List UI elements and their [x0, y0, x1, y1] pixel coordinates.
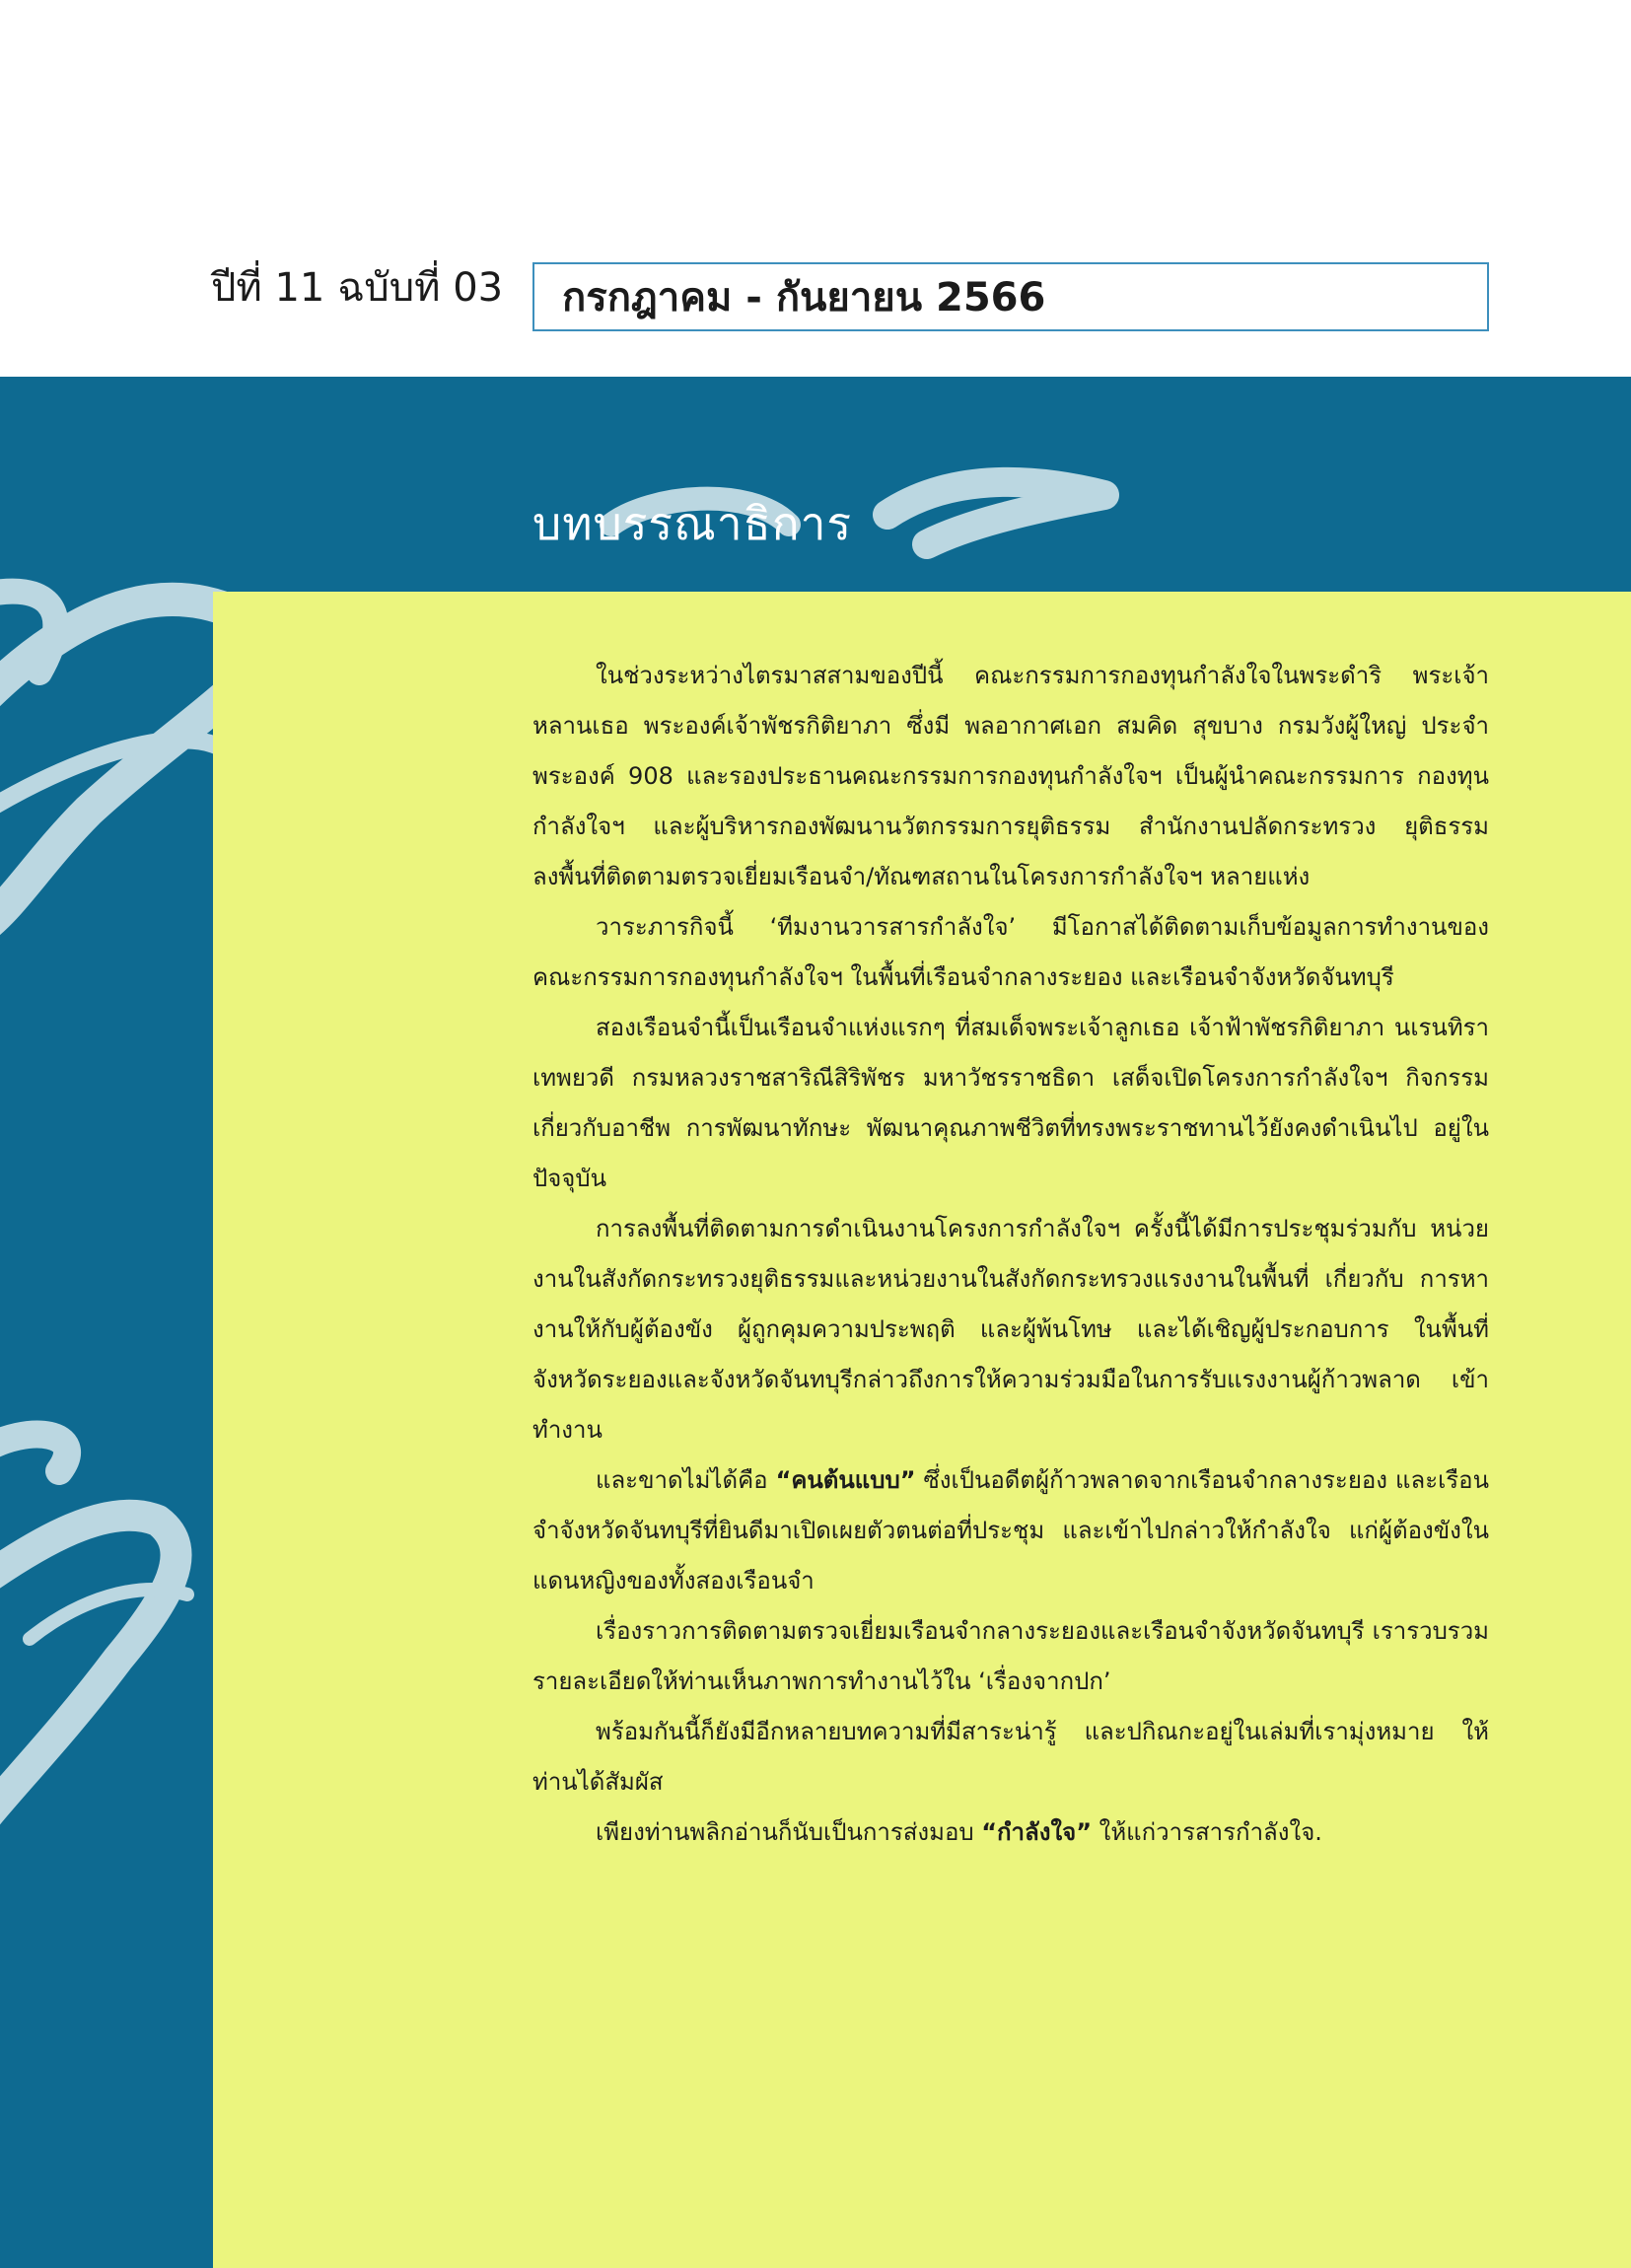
- section-title: บทบรรณาธิการ: [532, 497, 853, 550]
- paragraph-text: และขาดไม่ได้คือ: [596, 1466, 776, 1494]
- emphasis-text: “คนต้นแบบ”: [775, 1466, 916, 1494]
- date-range: กรกฎาคม - กันยายน 2566: [562, 275, 1046, 320]
- paragraph-text: ซึ่งเป็นอดีตผู้ก้าวพลาดจากเรือนจำกลางระยอง และเรือนจำจังหวัดจันทบุรีที่ยินดีมาเปิดเผยตัวตนต่อที่ประชุม และเข้าไปกล่าวให้กำลังใจ แก่ผู้ต้องขังในแดนหญิงของทั้งสองเรือนจำ: [532, 1466, 1489, 1595]
- paragraph: [532, 1807, 1489, 1858]
- paragraph: พร้อมกันนี้ก็ยังมีอีกหลายบทความที่มีสาระน่ารู้ และปกิณกะอยู่ในเล่มที่เรามุ่งหมาย ให้ท่านได้สัมผัส: [532, 1718, 1489, 1796]
- editorial-body: [532, 651, 1489, 1858]
- paragraph-text: ให้แก่วารสารกำลังใจ.: [1092, 1818, 1322, 1846]
- paragraph: สองเรือนจำนี้เป็นเรือนจำแห่งแรกๆ ที่สมเด็จพระเจ้าลูกเธอ เจ้าฟ้าพัชรกิติยาภา นเรนทิราเทพยวดี กรมหลวงราชสาริณีสิริพัชร มหาวัชรราชธิดา เสด็จเปิดโครงการกำลังใจฯ กิจกรรมเกี่ยวกับอาชีพ การพัฒนาทักษะ พัฒนาคุณภาพชีวิตที่ทรงพระราชทานไว้ยังคงดำเนินไป อยู่ในปัจจุบัน: [532, 1014, 1489, 1192]
- paragraph: เรื่องราวการติดตามตรวจเยี่ยมเรือนจำกลางระยองและเรือนจำจังหวัดจันทบุรี เรารวบรวม รายละเอียดให้ท่านเห็นภาพการทำงานไว้ใน ‘เรื่องจากปก’: [532, 1617, 1489, 1695]
- paragraph-text: เพียงท่านพลิกอ่านก็นับเป็นการส่งมอบ: [596, 1818, 982, 1846]
- paragraph: วาระภารกิจนี้ ‘ทีมงานวารสารกำลังใจ’ มีโอกาสได้ติดตามเก็บข้อมูลการทำงานของ คณะกรรมการกองทุนกำลังใจฯ ในพื้นที่เรือนจำกลางระยอง และเรือนจำจังหวัดจันทบุรี: [532, 913, 1489, 991]
- paragraph: [532, 1455, 1489, 1606]
- issue-number: ปีที่ 11 ฉบับที่ 03: [211, 265, 504, 311]
- emphasis-text: “กำลังใจ”: [981, 1818, 1093, 1846]
- paragraph: การลงพื้นที่ติดตามการดำเนินงานโครงการกำลังใจฯ ครั้งนี้ได้มีการประชุมร่วมกับ หน่วยงานในสังกัดกระทรวงยุติธรรมและหน่วยงานในสังกัดกระทรวงแรงงานในพื้นที่ เกี่ยวกับ การหางานให้กับผู้ต้องขัง ผู้ถูกคุมความประพฤติ และผู้พ้นโทษ และได้เชิญผู้ประกอบการ ในพื้นที่จังหวัดระยองและจังหวัดจันทบุรีกล่าวถึงการให้ความร่วมมือในการรับแรงงานผู้ก้าวพลาด เข้าทำงาน: [532, 1215, 1489, 1444]
- paragraph: ในช่วงระหว่างไตรมาสสามของปีนี้ คณะกรรมการกองทุนกำลังใจในพระดำริ พระเจ้าหลานเธอ พระองค์เจ้าพัชรกิติยาภา ซึ่งมี พลอากาศเอก สมคิด สุขบาง กรมวังผู้ใหญ่ ประจำพระองค์ 908 และรองประธานคณะกรรมการกองทุนกำลังใจฯ เป็นผู้นำคณะกรรมการ กองทุนกำลังใจฯ และผู้บริหารกองพัฒนานวัตกรรมการยุติธรรม สำนักงานปลัดกระทรวง ยุติธรรม ลงพื้นที่ติดตามตรวจเยี่ยมเรือนจำ/ทัณฑสถานในโครงการกำลังใจฯ หลายแห่ง: [532, 662, 1489, 890]
- date-range-box: [532, 262, 1489, 331]
